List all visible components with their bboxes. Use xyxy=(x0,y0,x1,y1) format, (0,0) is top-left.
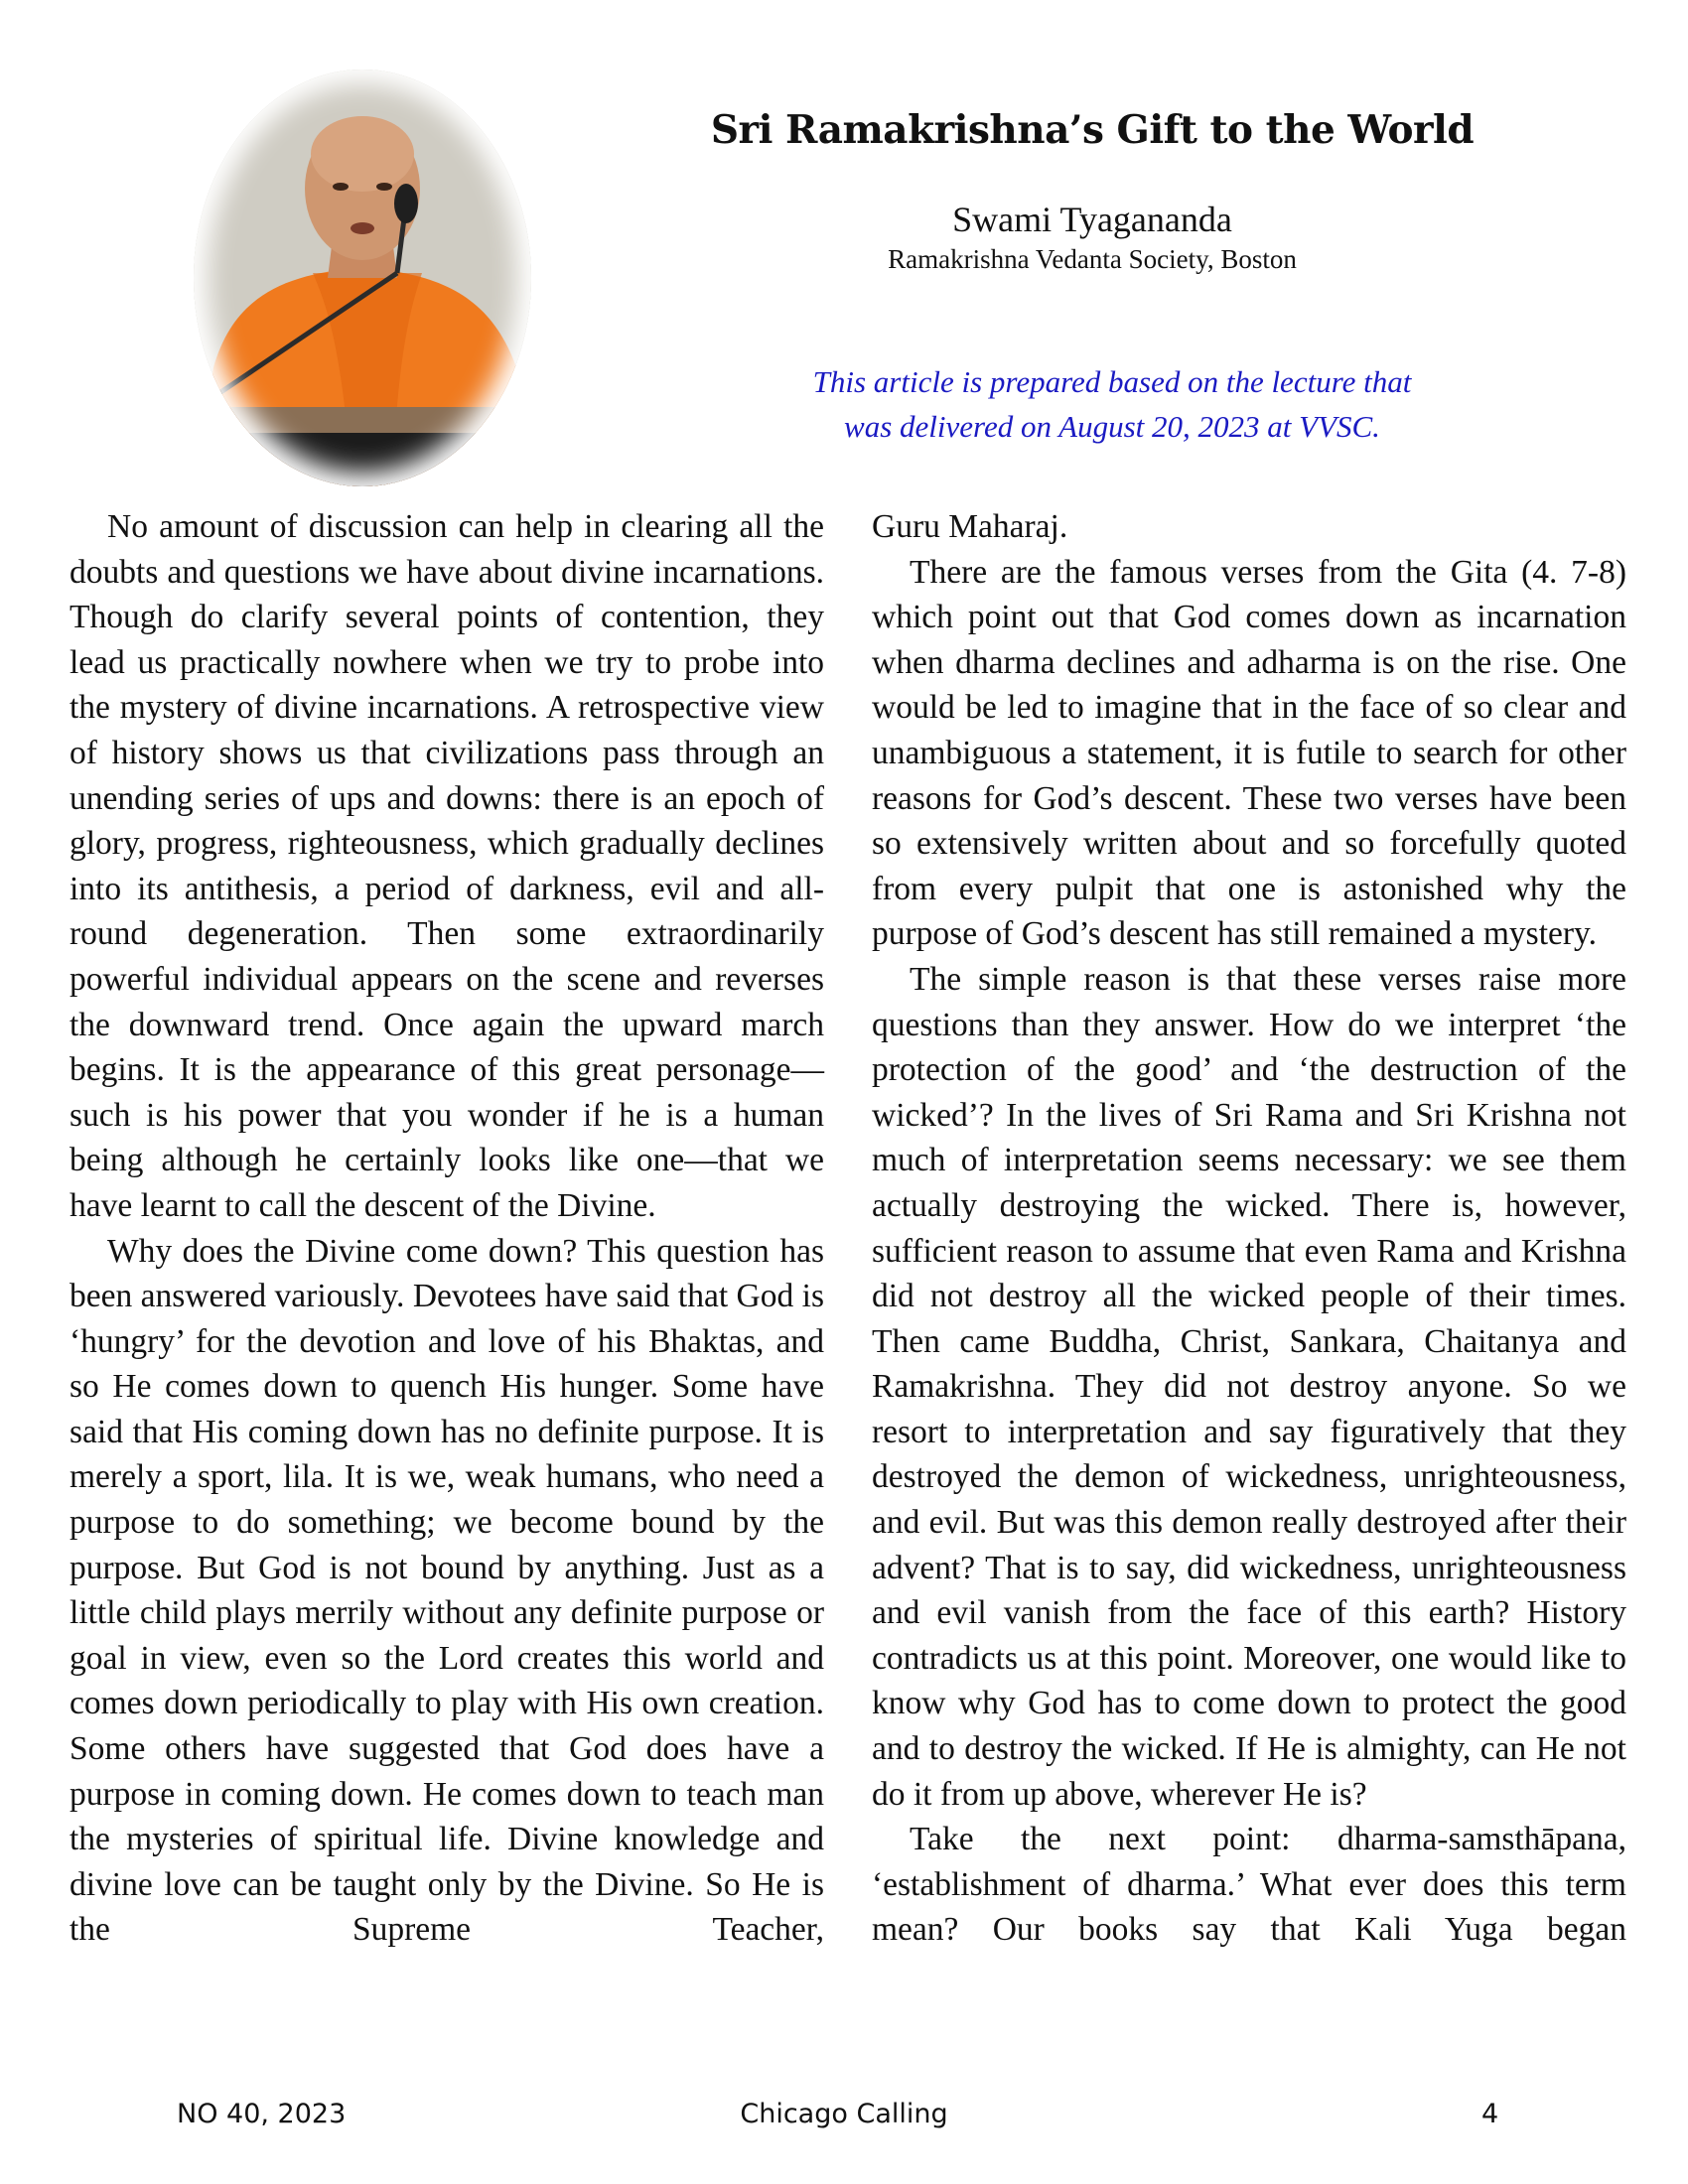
speaker-portrait-drawing xyxy=(194,69,531,486)
left-paragraph-1: No amount of discussion can help in clearing all the doubts and questions we have about divine incarnations. Though do clarify several points of contention, they lead us practically nowhere when we try to probe into the mystery of divine incarnations. A retrospective view of history shows us that civilizations pass through an unending series of ups and downs: there is an epoch of glory, progress, righteousness, which gradually declines into its antithesis, a period of darkness, evil and all-round degeneration. Then some extraordinarily powerful individual appears on the scene and reverses the downward trend. Once again the upward march begins. It is the appearance of this great personage—such is his power that you wonder if he is a human being although he certainly looks like one—that we have learnt to call the descent of the Divine. xyxy=(70,508,824,1224)
article-title: Sri Ramakrishna’s Gift to the World xyxy=(710,107,1475,153)
right-column xyxy=(872,504,1626,1953)
lecture-note-line-2: was delivered on August 20, 2023 at VVSC. xyxy=(844,409,1380,444)
right-paragraph-3: Take the next point: dharma-samsthāpana, ‘establishment of dharma.’ What ever does this term mean? Our books say that Kali Yuga began xyxy=(872,1821,1626,1949)
speaker-portrait xyxy=(194,69,531,486)
left-paragraph-2: Why does the Divine come down? This question has been answered variously. Devotees have said that God is ‘hungry’ for the devotion and love of his Bhaktas, and so He comes down to quench His hunger. Some have said that His coming down has no definite purpose. It is merely a sport, lila. It is we, weak humans, who need a purpose to do something; we become bound by the purpose. But God is not bound by anything. Just as a little child plays merrily without any definite purpose or goal in view, even so the Lord creates this world and comes down periodically to play with His own creation. Some others have suggested that God does have a purpose in coming down. He comes down to teach man the mysteries of spiritual life. Divine knowledge and divine love can be taught only by the Divine. So He is the Supreme Teacher, xyxy=(70,1232,824,1949)
author-affiliation: Ramakrishna Vedanta Society, Boston xyxy=(888,244,1297,274)
lecture-note-line-1: This article is prepared based on the lecture that xyxy=(812,364,1412,399)
lecture-note xyxy=(755,359,1470,449)
right-paragraph-1: There are the famous verses from the Gita (4. 7-8) which point out that God comes down as incarnation when dharma declines and adharma is on the rise. One would be led to imagine that in the face of so clear and unambiguous a statement, it is futile to search for other reasons for God’s descent. These two verses have been so extensively written about and so forcefully quoted from every pulpit that one is astonished why the purpose of God’s descent has still remained a mystery. xyxy=(872,553,1626,953)
footer-publication: Chicago Calling xyxy=(740,2099,948,2129)
left-column xyxy=(70,504,824,1953)
right-paragraph-2: The simple reason is that these verses raise more questions than they answer. How do we interpret ‘the protection of the good’ and ‘the destruction of the wicked’? In the lives of Sri Rama and Sri Krishna not much of interpretation seems necessary: we see them actually destroying the wicked. There is, however, sufficient reason to assume that even Rama and Krishna did not destroy all the wicked people of their times. Then came Buddha, Christ, Sankara, Chaitanya and Ramakrishna. They did not destroy anyone. So we resort to interpretation and say figuratively that they destroyed the demon of wickedness, unrighteousness, and evil. But was this demon really destroyed after their advent? That is to say, did wickedness, unrighteousness and evil vanish from the face of this earth? History contradicts us at this point. Moreover, one would like to know why God has to come down to protect the good and to destroy the wicked. If He is almighty, can He not do it from up above, wherever He is? xyxy=(872,960,1626,1813)
footer-page-number: 4 xyxy=(1481,2099,1499,2129)
right-paragraph-continued: Guru Maharaj. xyxy=(872,508,1068,545)
author-name: Swami Tyagananda xyxy=(952,200,1232,239)
footer-issue: NO 40, 2023 xyxy=(177,2099,347,2129)
